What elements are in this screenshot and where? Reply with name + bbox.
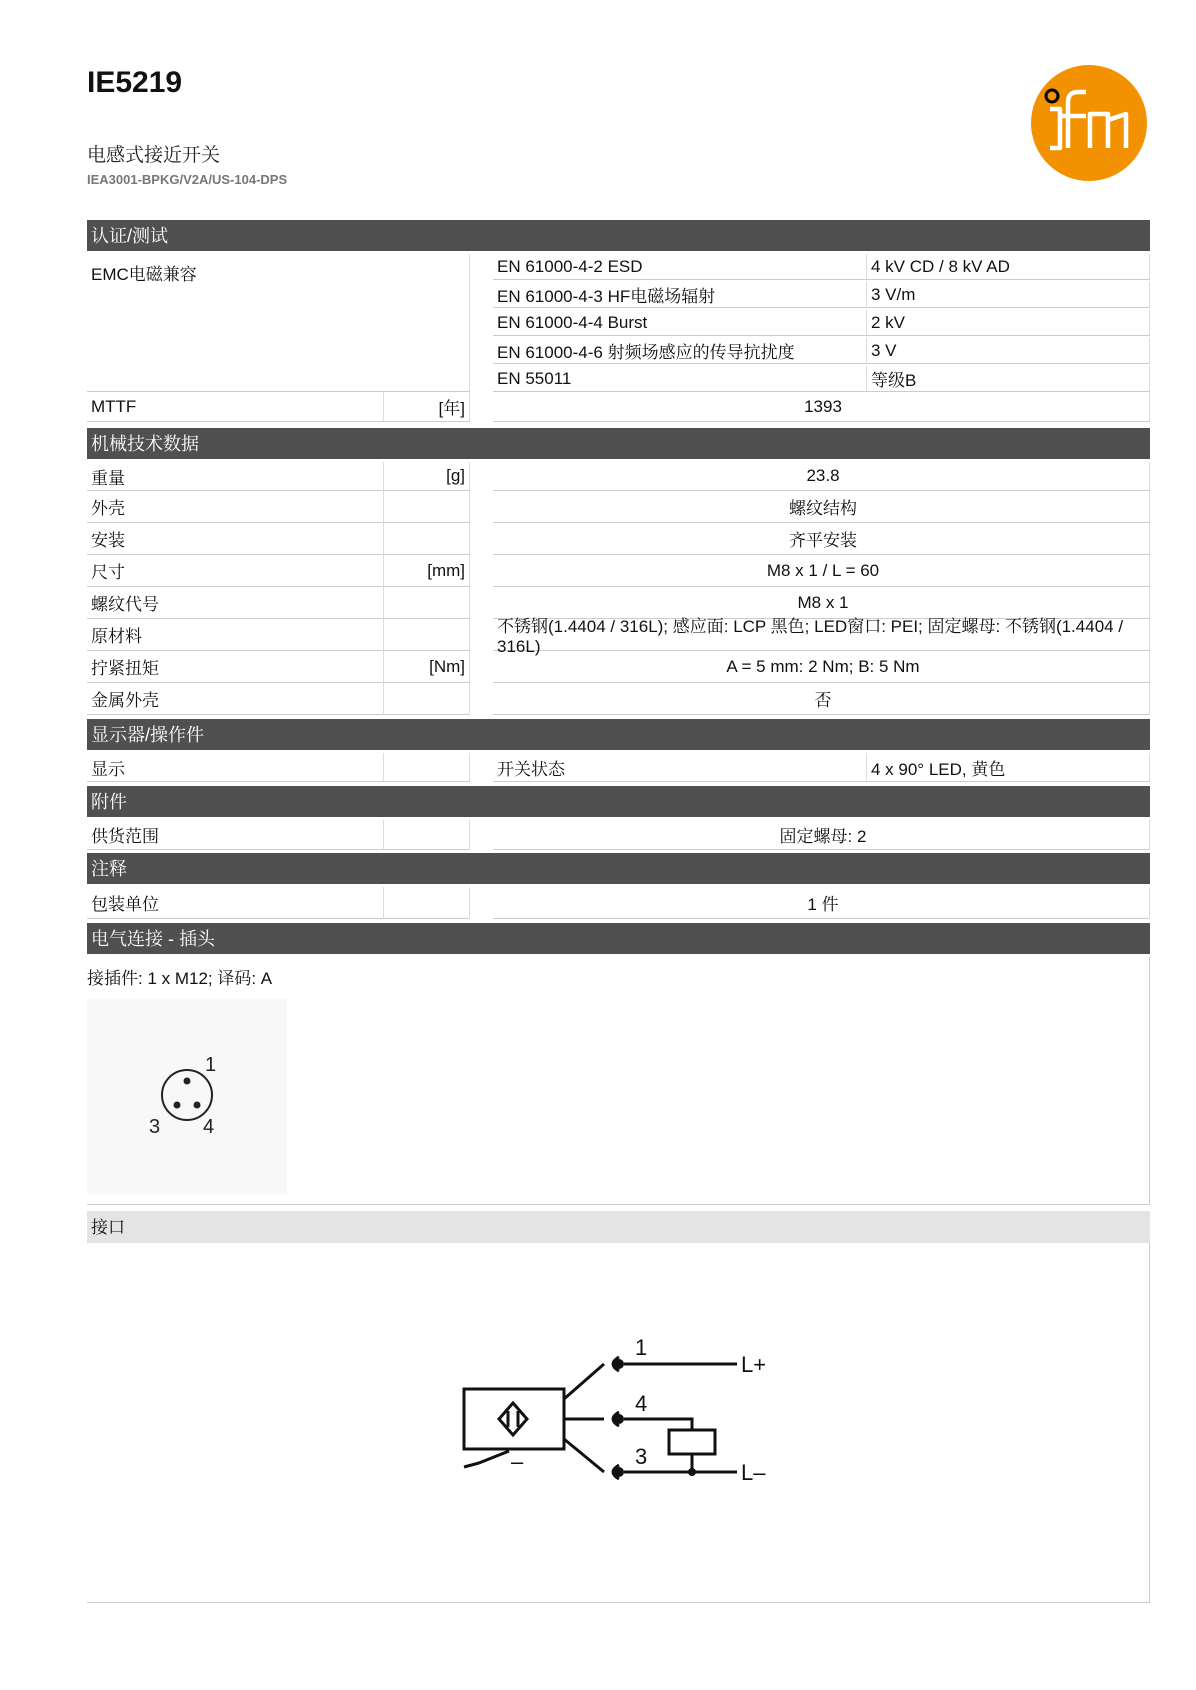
emc-standard: EN 61000-4-6 射频场感应的传导抗扰度 bbox=[493, 338, 867, 364]
pinout-svg bbox=[87, 999, 287, 1195]
section-remarks-header: 注释 bbox=[87, 853, 1150, 884]
row-unit bbox=[384, 491, 470, 523]
section-display-header: 显示器/操作件 bbox=[87, 719, 1150, 750]
table-row bbox=[87, 683, 1150, 715]
section-mech-header: 机械技术数据 bbox=[87, 428, 1150, 459]
row-unit: [mm] bbox=[384, 555, 470, 587]
connector-text: 接插件: 1 x M12; 译码: A bbox=[87, 969, 273, 988]
section-electrical-header: 电气连接 - 插头 bbox=[87, 923, 1150, 954]
row-value: M8 x 1 bbox=[493, 587, 1150, 619]
emc-value: 3 V/m bbox=[867, 282, 1150, 308]
row-label: 包装单位 bbox=[87, 887, 384, 919]
pin-label: 1 bbox=[635, 1335, 648, 1360]
pin-label: 4 bbox=[635, 1391, 648, 1416]
mttf-unit: [年] bbox=[384, 392, 470, 422]
row-unit: [Nm] bbox=[384, 651, 470, 683]
table-row bbox=[87, 555, 1150, 587]
row-unit bbox=[384, 753, 470, 782]
emc-standard: EN 61000-4-3 HF电磁场辐射 bbox=[493, 282, 867, 308]
pin-label: 3 bbox=[635, 1444, 648, 1469]
ifm-logo bbox=[1030, 64, 1148, 182]
row-value: M8 x 1 / L = 60 bbox=[493, 555, 1150, 587]
row-label: 金属外壳 bbox=[87, 683, 384, 715]
wiring-diagram bbox=[87, 1243, 1150, 1603]
emc-block bbox=[87, 254, 1150, 392]
section-interface-header: 接口 bbox=[87, 1211, 1150, 1243]
l-minus-label: L– bbox=[741, 1460, 766, 1485]
row-label: 显示 bbox=[87, 753, 384, 782]
pin-label: 4 bbox=[203, 1116, 215, 1138]
row-label: 尺寸 bbox=[87, 555, 384, 587]
switch-sign: – bbox=[511, 1449, 524, 1474]
row-value: 4 x 90° LED, 黄色 bbox=[867, 753, 1150, 782]
accessories-row bbox=[87, 820, 1150, 850]
row-unit bbox=[384, 619, 470, 651]
l-plus-label: L+ bbox=[741, 1352, 767, 1377]
table-row bbox=[87, 523, 1150, 555]
row-unit bbox=[384, 523, 470, 555]
table-row bbox=[87, 462, 1150, 491]
row-value: 固定螺母: 2 bbox=[493, 820, 1150, 850]
mttf-row bbox=[87, 392, 1150, 422]
mttf-value: 1393 bbox=[493, 392, 1150, 422]
product-subtitle: 电感式接近开关 bbox=[87, 145, 221, 166]
row-value: 齐平安装 bbox=[493, 523, 1150, 555]
datasheet bbox=[87, 220, 1150, 1603]
row-label: 供货范围 bbox=[87, 820, 384, 850]
row-label: 重量 bbox=[87, 462, 384, 491]
row-unit bbox=[384, 887, 470, 919]
emc-standard: EN 61000-4-4 Burst bbox=[493, 310, 867, 336]
table-row bbox=[87, 617, 1150, 656]
plug-box bbox=[87, 957, 1150, 1205]
connector-pinout-image bbox=[87, 999, 287, 1195]
row-unit bbox=[384, 820, 470, 850]
emc-standard: EN 55011 bbox=[493, 366, 867, 392]
emc-value: 4 kV CD / 8 kV AD bbox=[867, 254, 1150, 280]
row-mid: 开关状态 bbox=[493, 753, 867, 782]
row-label: 原材料 bbox=[87, 619, 384, 651]
row-value: 1 件 bbox=[493, 887, 1150, 919]
row-value: 螺纹结构 bbox=[493, 491, 1150, 523]
display-row bbox=[87, 753, 1150, 782]
remarks-row bbox=[87, 887, 1150, 919]
row-unit bbox=[384, 587, 470, 619]
row-unit bbox=[384, 683, 470, 715]
emc-value: 2 kV bbox=[867, 310, 1150, 336]
pin-label: 1 bbox=[205, 1054, 217, 1076]
product-code: IEA3001-BPKG/V2A/US-104-DPS bbox=[87, 172, 288, 187]
emc-label: EMC电磁兼容 bbox=[87, 254, 470, 392]
table-row bbox=[87, 491, 1150, 523]
interface-box bbox=[87, 1243, 1150, 1603]
emc-value: 等级B bbox=[867, 366, 1150, 392]
pin-label: 3 bbox=[149, 1116, 161, 1138]
emc-standard: EN 61000-4-2 ESD bbox=[493, 254, 867, 280]
product-title: IE5219 bbox=[87, 66, 183, 99]
mttf-label: MTTF bbox=[87, 392, 384, 422]
row-label: 螺纹代号 bbox=[87, 587, 384, 619]
row-label: 拧紧扭矩 bbox=[87, 651, 384, 683]
row-unit: [g] bbox=[384, 462, 470, 491]
section-cert-header: 认证/测试 bbox=[87, 220, 1150, 251]
row-value: 23.8 bbox=[493, 462, 1150, 491]
section-accessories-header: 附件 bbox=[87, 786, 1150, 817]
row-value: 不锈钢(1.4404 / 316L); 感应面: LCP 黑色; LED窗口: PEI; 固定螺母: 不锈钢(1.4404 / 316L) bbox=[493, 619, 1150, 651]
row-value: 否 bbox=[493, 683, 1150, 715]
row-label: 外壳 bbox=[87, 491, 384, 523]
emc-value: 3 V bbox=[867, 338, 1150, 364]
row-value: A = 5 mm: 2 Nm; B: 5 Nm bbox=[493, 651, 1150, 683]
row-label: 安装 bbox=[87, 523, 384, 555]
table-row bbox=[87, 651, 1150, 683]
